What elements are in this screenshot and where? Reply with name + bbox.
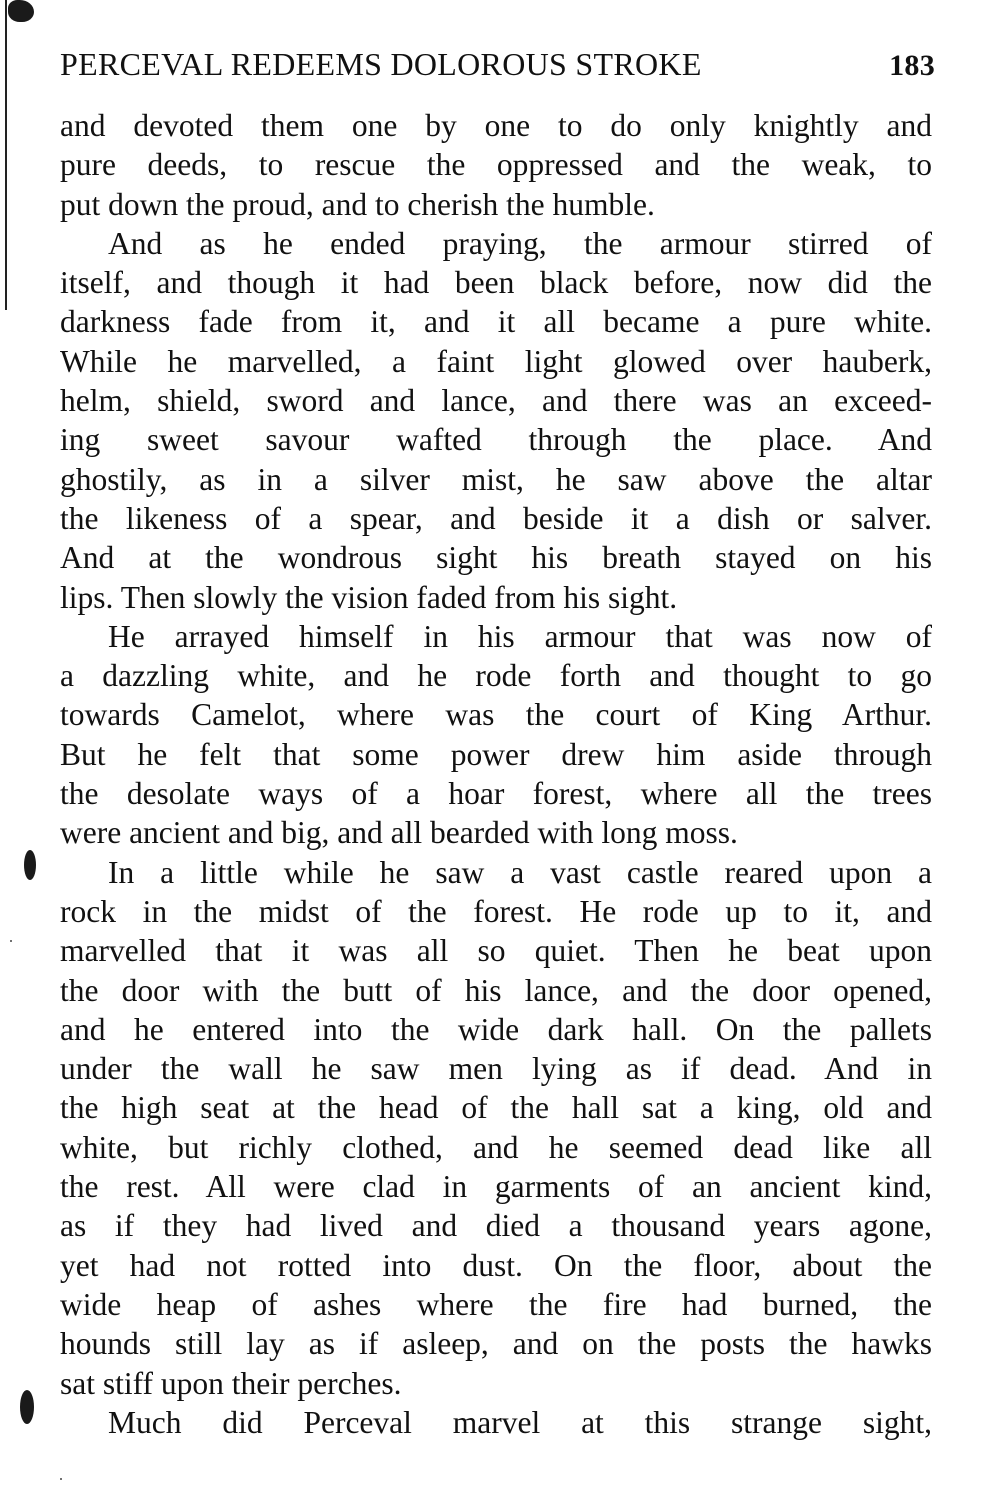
text-line: ghostily, as in a silver mist, he saw above the altar	[60, 461, 932, 497]
text-line: and devoted them one by one to do only knightly and	[60, 108, 932, 143]
text-line: were ancient and big, and all bearded with long moss.	[60, 815, 738, 851]
text-line: the rest. All were clad in garments of an ancient kind,	[60, 1169, 932, 1205]
text-line: towards Camelot, where was the court of King Arthur.	[60, 697, 932, 733]
text-line: sat stiff upon their perches.	[60, 1365, 402, 1401]
text-line: yet had not rotted into dust. On the floor, about the	[60, 1247, 932, 1283]
text-line: But he felt that some power drew him aside through	[60, 736, 932, 772]
text-line: Much did Perceval marvel at this strange sight,	[108, 1404, 932, 1440]
text-line: the high seat at the head of the hall sat a king, old and	[60, 1090, 932, 1126]
ink-blot	[24, 850, 36, 880]
text-line: And as he ended praying, the armour stirred of	[108, 225, 932, 261]
text-line: In a little while he saw a vast castle reared upon a	[108, 854, 932, 890]
running-head	[60, 46, 935, 90]
ink-blot	[20, 1390, 34, 1424]
text-line: While he marvelled, a faint light glowed over hauberk,	[60, 343, 932, 379]
text-line: And at the wondrous sight his breath stayed on his	[60, 540, 932, 576]
text-line: rock in the midst of the forest. He rode up to it, and	[60, 893, 932, 929]
text-line: helm, shield, sword and lance, and there was an exceed-	[60, 383, 932, 419]
text-line: He arrayed himself in his armour that was now of	[108, 618, 932, 654]
text-line: white, but richly clothed, and he seemed dead like all	[60, 1129, 932, 1165]
text-line: as if they had lived and died a thousand years agone,	[60, 1208, 932, 1244]
text-line: a dazzling white, and he rode forth and thought to go	[60, 658, 932, 694]
speck	[60, 1478, 62, 1480]
text-line: darkness fade from it, and it all became a pure white.	[60, 304, 932, 340]
text-line: and he entered into the wide dark hall. On the pallets	[60, 1011, 932, 1047]
text-line: hounds still lay as if asleep, and on the posts the hawks	[60, 1326, 932, 1362]
text-line: marvelled that it was all so quiet. Then he beat upon	[60, 933, 932, 969]
speck	[10, 940, 12, 942]
text-line: lips. Then slowly the vision faded from his sight.	[60, 579, 678, 615]
text-line: ing sweet savour wafted through the place. And	[60, 422, 932, 458]
page-edge-shadow	[5, 0, 7, 310]
text-line: the desolate ways of a hoar forest, where all the trees	[60, 776, 932, 812]
body-text	[60, 106, 932, 1442]
text-line: wide heap of ashes where the fire had burned, the	[60, 1286, 932, 1322]
text-line: the door with the butt of his lance, and the door opened,	[60, 972, 932, 1008]
ink-blot	[8, 0, 34, 22]
text-line: pure deeds, to rescue the oppressed and the weak, to	[60, 147, 932, 183]
running-title: PERCEVAL REDEEMS DOLOROUS STROKE	[60, 46, 702, 82]
text-line: put down the proud, and to cherish the humble.	[60, 186, 655, 222]
page-number: 183	[889, 49, 935, 82]
text-line: the likeness of a spear, and beside it a dish or salver.	[60, 500, 932, 536]
text-line: itself, and though it had been black before, now did the	[60, 265, 932, 301]
text-line: under the wall he saw men lying as if dead. And in	[60, 1051, 932, 1087]
